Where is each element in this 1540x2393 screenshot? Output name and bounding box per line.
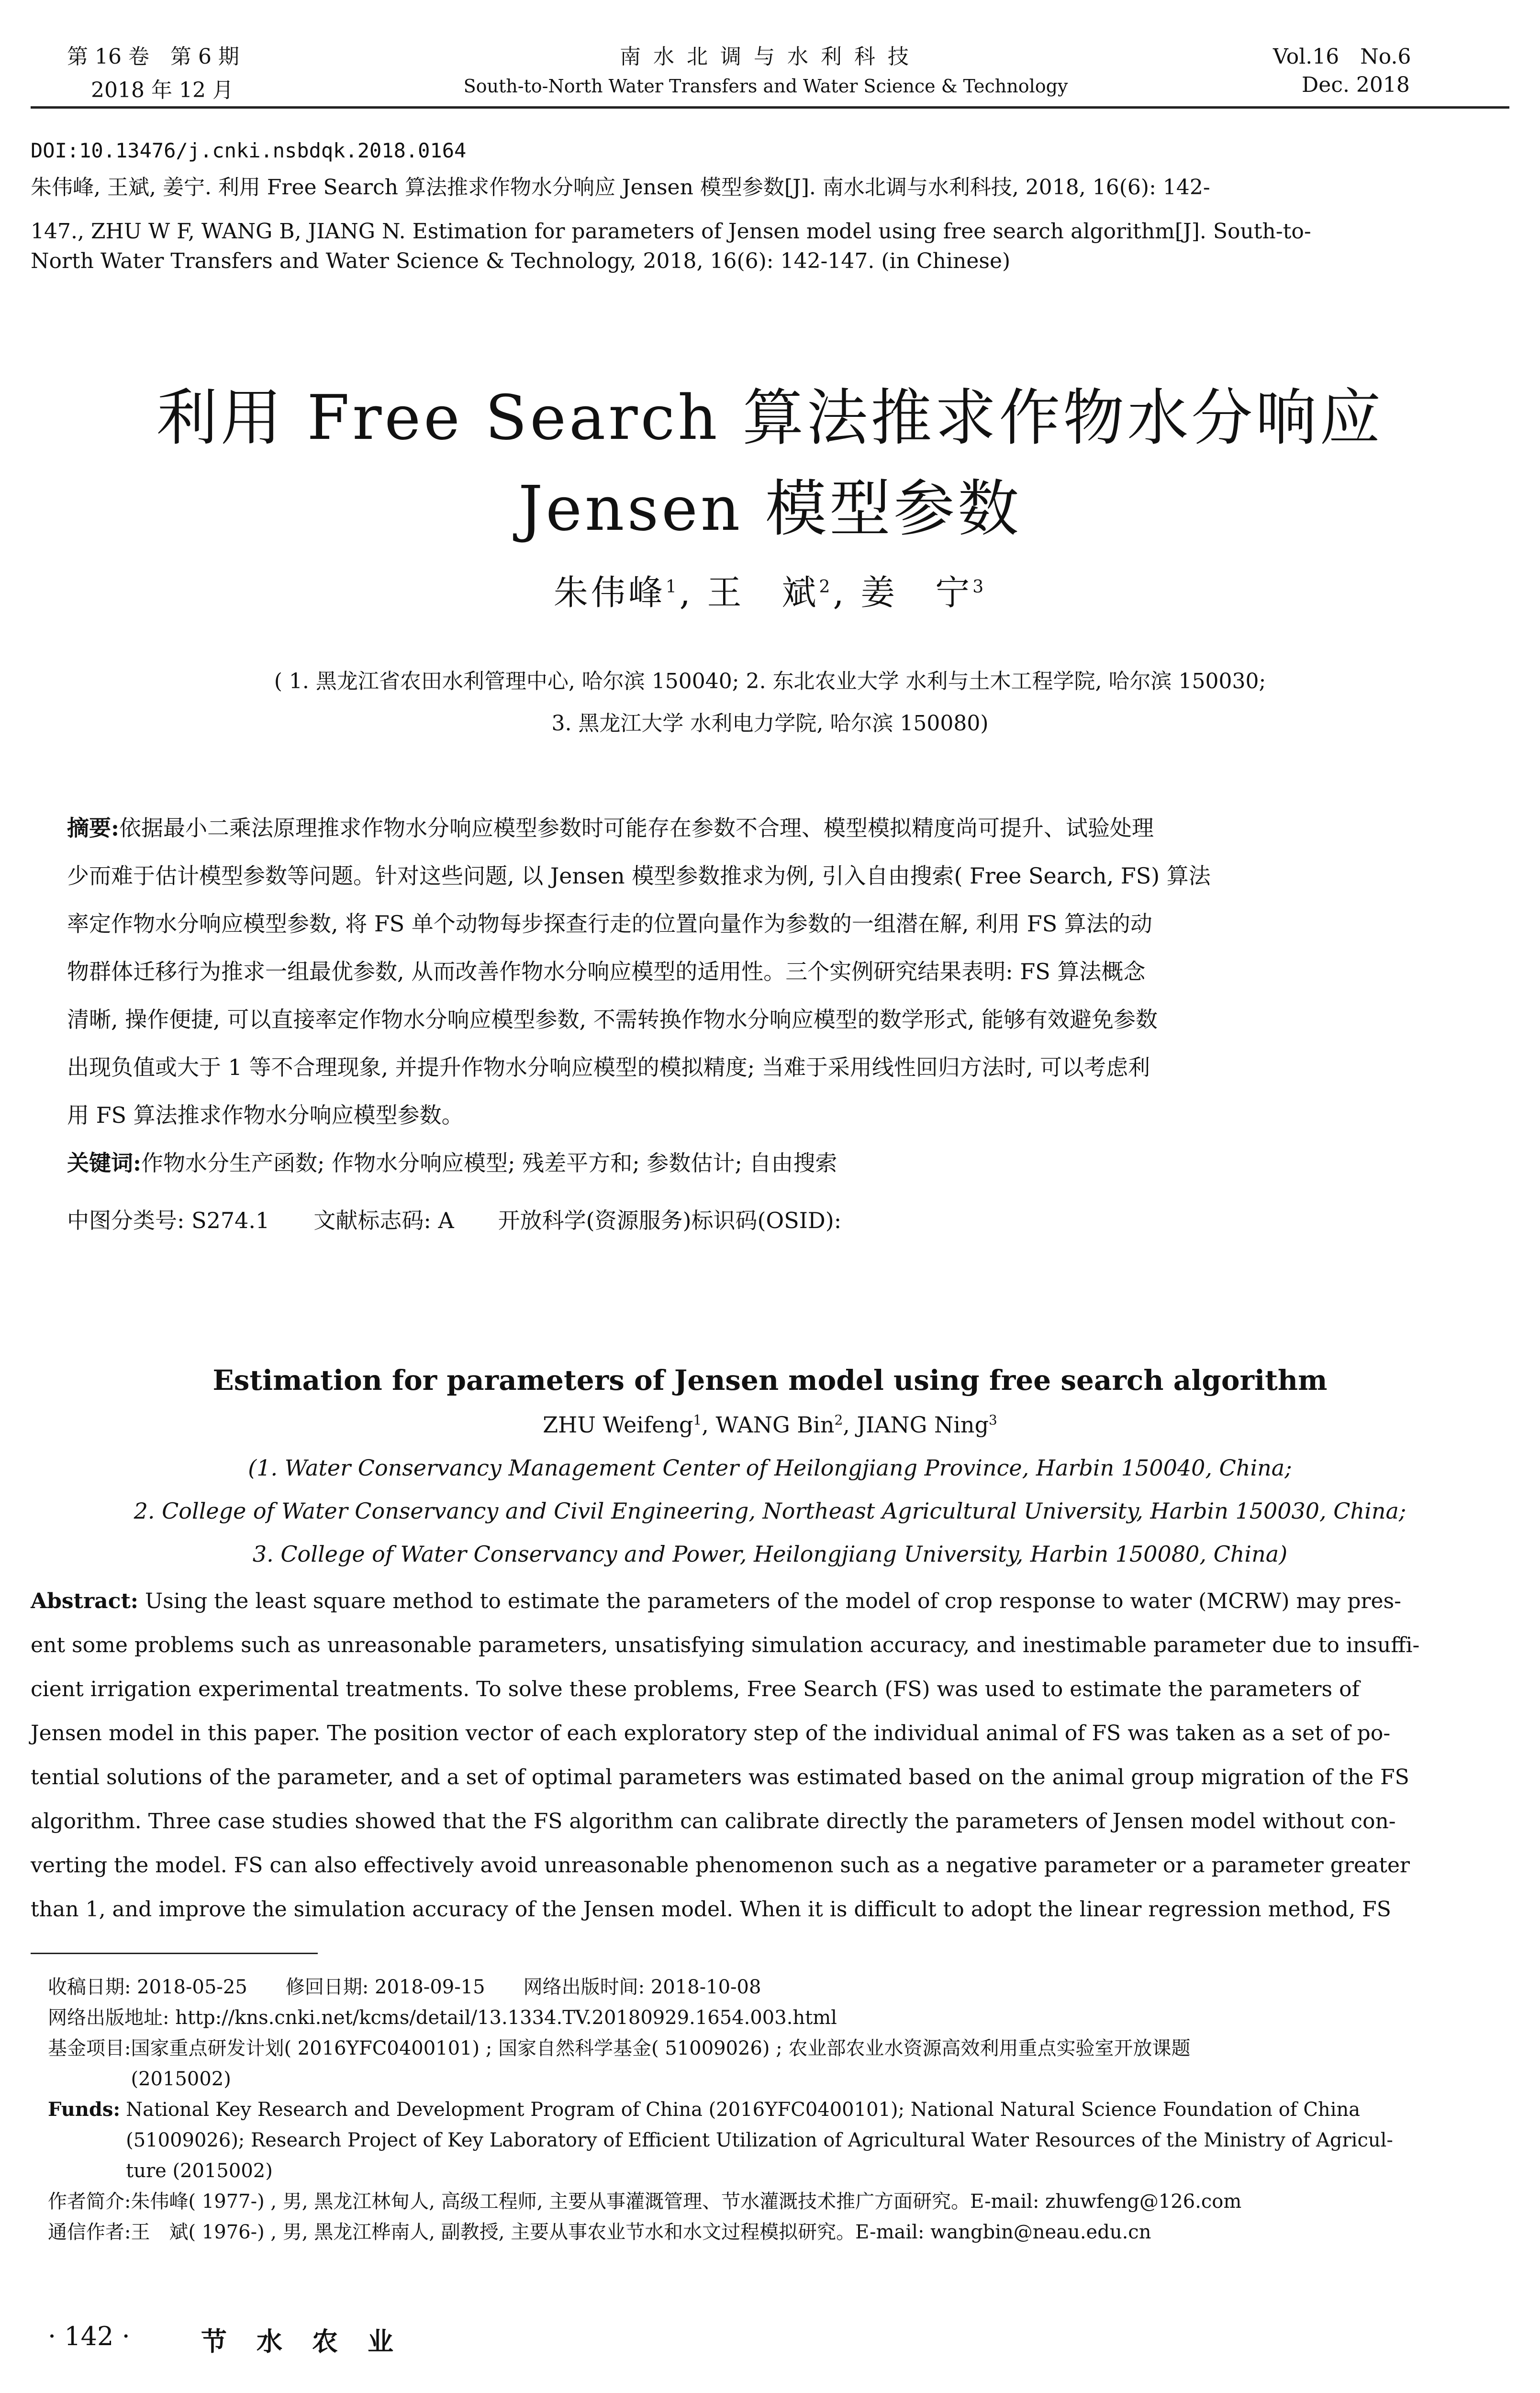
abstract-en-line-6: verting the model. FS can also effectively avoid unreasonable phenomenon such as a negative parameter or a parameter greater	[31, 1853, 1410, 1878]
author-cn-3-sup: 3	[972, 577, 987, 597]
footnote-corresponding	[48, 2217, 1507, 2248]
doi: DOI:10.13476/j.cnki.nsbdqk.2018.0164	[31, 139, 467, 162]
abstract-en-line-7: than 1, and improve the simulation accuracy of the Jensen model. When it is difficult to adopt the linear regression method, FS	[31, 1897, 1391, 1922]
footnote-fund-text: 国家重点研发计划( 2016YFC0400101) ; 国家自然科学基金( 51009026) ; 农业部农业水资源高效利用重点实验室开放课题 (2015002)	[131, 2037, 1191, 2090]
abstract-cn-line-2: 率定作物水分响应模型参数, 将 FS 单个动物每步探查行走的位置向量作为参数的一组潜在解, 利用 FS 算法的动	[67, 911, 1152, 937]
header-date-en: Dec. 2018	[1302, 73, 1410, 97]
keywords-cn-label: 关键词:	[67, 1150, 141, 1176]
abstract-cn-line-1: 少而难于估计模型参数等问题。针对这些问题, 以 Jensen 模型参数推求为例, 引入自由搜索( Free Search, FS) 算法	[67, 863, 1211, 889]
author-cn-2: 王 斌	[707, 572, 819, 613]
title-cn-line-2: Jensen 模型参数	[518, 473, 1022, 545]
abstract-en-line-0: Abstract: Using the least square method to estimate the parameters of the model of crop response to water (MCRW) may pres-	[31, 1589, 1402, 1613]
abstract-en-line-5: algorithm. Three case studies showed that the FS algorithm can calibrate directly the parameters of Jensen model without con-	[31, 1809, 1396, 1834]
header-rule	[31, 106, 1509, 109]
footnote-corr-label: 通信作者:	[48, 2221, 131, 2243]
keywords-cn	[67, 1139, 1484, 1187]
citation-line-2: 147., ZHU W F, WANG B, JIANG N. Estimation for parameters of Jensen model using free search algorithm[J]. South-to-	[31, 219, 1311, 244]
affiliation-en-line-2: 2. College of Water Conservancy and Civil Engineering, Northeast Agricultural University, Harbin 150030, China;	[134, 1498, 1406, 1524]
abstract-en-line-2: cient irrigation experimental treatments. To solve these problems, Free Search (FS) was used to estimate the parameters of	[31, 1677, 1360, 1701]
citation-line-1: 朱伟峰, 王斌, 姜宁. 利用 Free Search 算法推求作物水分响应 Jensen 模型参数[J]. 南水北调与水利科技, 2018, 16(6): 142-	[31, 175, 1210, 200]
title-cn-line-1: 利用 Free Search 算法推求作物水分响应	[156, 382, 1384, 454]
header-date-cn: 2018 年 12 月	[91, 78, 234, 102]
abstract-en-line-4: tential solutions of the parameter, and a set of optimal parameters was estimated based on the animal group migration of the FS	[31, 1765, 1409, 1789]
section-title: 节 水 农 业	[201, 2326, 395, 2357]
author-en-2: , WANG Bin	[702, 1412, 835, 1438]
footnote-url: 网络出版地址: http://kns.cnki.net/kcms/detail/13.1334.TV.20180929.1654.003.html	[48, 2007, 837, 2029]
abstract-cn	[67, 804, 1484, 1187]
authors-en	[0, 1412, 1540, 1438]
header-journal-en: South-to-North Water Transfers and Water Science & Technology	[463, 76, 1068, 97]
abstract-en-line-1: ent some problems such as unreasonable parameters, unsatisfying simulation accuracy, and inestimable parameter due to insuffi-	[31, 1633, 1420, 1657]
abstract-en	[31, 1579, 1509, 1932]
page-number: · 142 ·	[48, 2321, 130, 2351]
footnote-funds-label: Funds:	[48, 2098, 121, 2121]
citation-line-3: North Water Transfers and Water Science & Technology, 2018, 16(6): 142-147. (in Chinese)	[31, 249, 1011, 273]
abstract-en-line-3: Jensen model in this paper. The position vector of each exploratory step of the individual animal of FS was taken as a set of po-	[31, 1721, 1391, 1745]
footnote-fund-label: 基金项目:	[48, 2037, 131, 2059]
author-cn-1: 朱伟峰	[553, 572, 666, 613]
abstract-cn-line-0: 摘要:依据最小二乘法原理推求作物水分响应模型参数时可能存在参数不合理、模型模拟精度尚可提升、试验处理	[67, 815, 1154, 841]
footnote-rule	[31, 1953, 318, 1954]
abstract-cn-line-6: 用 FS 算法推求作物水分响应模型参数。	[67, 1102, 464, 1128]
footnote-funds-text: National Key Research and Development Program of China (2016YFC0400101); National Natural Science Foundation of China (51009026); Research Project of Key Laboratory of Efficient Utilization of Agricultural Water Resources of the Ministry of Agricul- ture (2015002)	[126, 2099, 1393, 2182]
footnotes	[48, 1972, 1507, 2248]
author-en-2-sup: 2	[834, 1412, 843, 1428]
keywords-cn-text: 作物水分生产函数; 作物水分响应模型; 残差平方和; 参数估计; 自由搜索	[141, 1150, 837, 1176]
footnote-author-label: 作者简介:	[48, 2191, 131, 2213]
affiliation-en-line-1: (1. Water Conservancy Management Center of Heilongjiang Province, Harbin 150040, China;	[248, 1455, 1292, 1481]
author-en-3-sup: 3	[989, 1412, 997, 1428]
footnote-author-text: 朱伟峰( 1977-) , 男, 黑龙江林甸人, 高级工程师, 主要从事灌溉管理、节水灌溉技术推广方面研究。E-mail: zhuwfeng@126.com	[131, 2191, 1242, 2213]
abstract-cn-label: 摘要:	[67, 815, 119, 841]
author-en-3: , JIANG Ning	[843, 1412, 989, 1438]
header-volume-issue-cn: 第 16 卷 第 6 期	[67, 45, 239, 69]
author-en-1-sup: 1	[693, 1412, 702, 1428]
author-cn-3: 姜 宁	[860, 572, 973, 613]
abstract-cn-line-4: 清晰, 操作便捷, 可以直接率定作物水分响应模型参数, 不需转换作物水分响应模型的数学形式, 能够有效避免参数	[67, 1006, 1158, 1032]
abstract-cn-line-5: 出现负值或大于 1 等不合理现象, 并提升作物水分响应模型的模拟精度; 当难于采用线性回归方法时, 可以考虑利	[67, 1054, 1150, 1080]
header-volume-issue-en: Vol.16 No.6	[1273, 45, 1411, 69]
author-en-1: ZHU Weifeng	[543, 1412, 693, 1438]
classification-line: 中图分类号: S274.1 文献标志码: A 开放科学(资源服务)标识码(OSID):	[67, 1208, 842, 1233]
footnote-author	[48, 2186, 1507, 2217]
title-en: Estimation for parameters of Jensen model using free search algorithm	[212, 1364, 1328, 1397]
footnote-corr-text: 王 斌( 1976-) , 男, 黑龙江桦南人, 副教授, 主要从事农业节水和水文过程模拟研究。E-mail: wangbin@neau.edu.cn	[131, 2221, 1151, 2243]
affiliation-cn-line-2: 3. 黑龙江大学 水利电力学院, 哈尔滨 150080)	[551, 711, 989, 736]
affiliation-cn-line-1: ( 1. 黑龙江省农田水利管理中心, 哈尔滨 150040; 2. 东北农业大学 水利与土木工程学院, 哈尔滨 150030;	[274, 669, 1266, 693]
abstract-cn-line-3: 物群体迁移行为推求一组最优参数, 从而改善作物水分响应模型的适用性。三个实例研究结果表明: FS 算法概念	[67, 959, 1146, 984]
author-cn-1-sup: 1	[665, 577, 680, 597]
footnote-dates: 收稿日期: 2018-05-25 修回日期: 2018-09-15 网络出版时间: 2018-10-08	[48, 1976, 761, 1998]
footnote-funds-en	[48, 2094, 1507, 2186]
authors-cn: 朱伟峰$^1$, 王 斌$^2$, 姜 宁$^3$	[553, 572, 987, 613]
header-journal-cn: 南 水 北 调 与 水 利 科 技	[620, 45, 912, 69]
abstract-en-label: Abstract:	[31, 1589, 139, 1613]
affiliation-en-line-3: 3. College of Water Conservancy and Power, Heilongjiang University, Harbin 150080, China)	[252, 1541, 1288, 1567]
author-cn-2-sup: 2	[819, 577, 833, 597]
footnote-fund-cn	[48, 2033, 1507, 2094]
